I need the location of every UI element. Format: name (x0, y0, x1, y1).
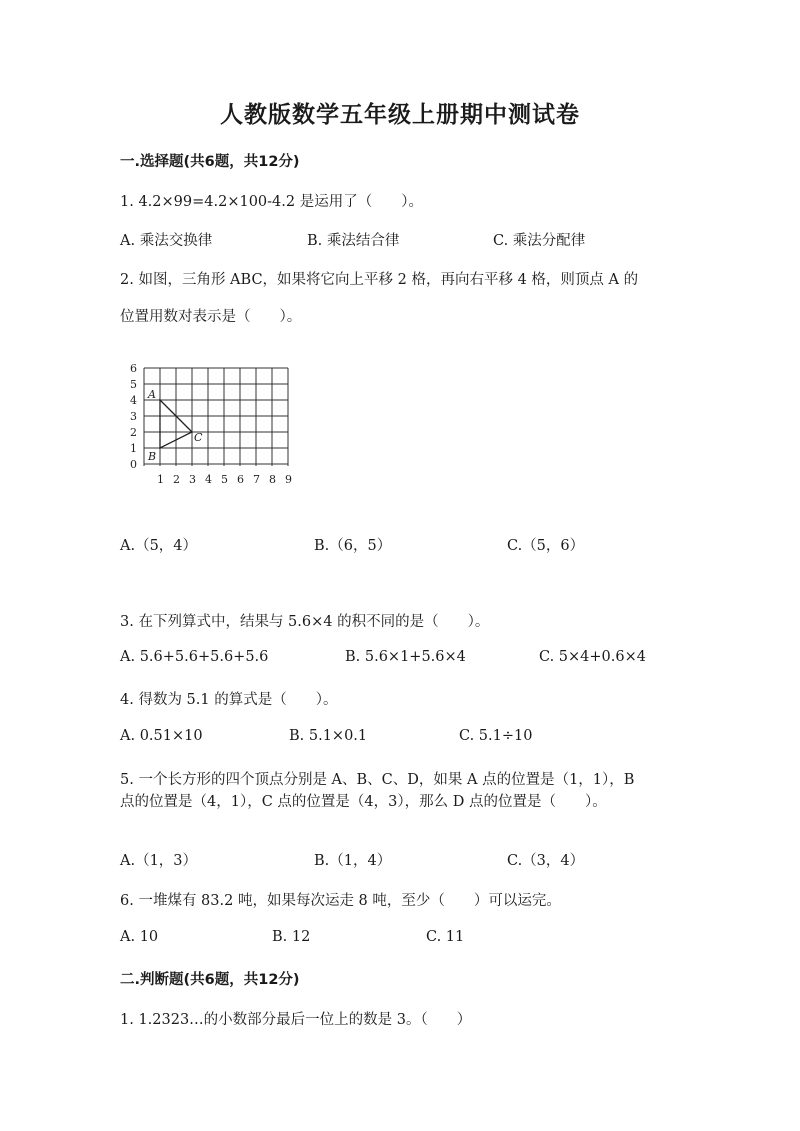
q5-option-b[interactable]: B.（1，4） (314, 853, 392, 869)
q2-option-c[interactable]: C.（5，6） (507, 538, 585, 554)
page-title: 人教版数学五年级上册期中测试卷 (220, 101, 580, 128)
question-2-line1: 2. 如图，三角形 ABC，如果将它向上平移 2 格，再向右平移 4 格，则顶点 A 的 (120, 272, 639, 288)
q3-option-b[interactable]: B. 5.6×1+5.6×4 (345, 649, 466, 665)
section-heading-choice: 一.选择题(共6题，共12分) (120, 154, 300, 170)
y-tick-2: 2 (130, 426, 137, 439)
y-tick-5: 5 (130, 378, 137, 391)
q1-option-a[interactable]: A. 乘法交换律 (120, 233, 213, 249)
point-label-b: B (148, 450, 157, 463)
grid-lines (144, 368, 288, 466)
x-tick-8: 8 (269, 473, 276, 486)
y-tick-3: 3 (130, 410, 137, 423)
x-tick-2: 2 (173, 473, 180, 486)
x-tick-6: 6 (237, 473, 244, 486)
x-tick-7: 7 (253, 473, 260, 486)
q6-option-a[interactable]: A. 10 (120, 929, 159, 945)
question-4: 4. 得数为 5.1 的算式是（ ）。 (120, 692, 338, 708)
question-5-line1: 5. 一个长方形的四个顶点分别是 A、B、C、D，如果 A 点的位置是（1，1），B (120, 772, 635, 788)
y-tick-1: 1 (130, 442, 137, 455)
q4-option-a[interactable]: A. 0.51×10 (120, 728, 203, 744)
judgment-question-1: 1. 1.2323…的小数部分最后一位上的数是 3。（ ） (120, 1012, 472, 1028)
q3-option-a[interactable]: A. 5.6+5.6+5.6+5.6 (120, 649, 269, 665)
coordinate-grid-figure (128, 362, 308, 492)
q2-option-b[interactable]: B.（6，5） (314, 538, 392, 554)
q1-option-b[interactable]: B. 乘法结合律 (307, 233, 400, 249)
point-label-a: A (148, 388, 156, 401)
q1-option-c[interactable]: C. 乘法分配律 (493, 233, 586, 249)
q5-option-a[interactable]: A.（1，3） (120, 853, 198, 869)
question-5-line2: 点的位置是（4，1），C 点的位置是（4，3），那么 D 点的位置是（ ）。 (120, 794, 607, 810)
q4-option-c[interactable]: C. 5.1÷10 (459, 728, 533, 744)
q6-option-c[interactable]: C. 11 (426, 929, 465, 945)
question-6: 6. 一堆煤有 83.2 吨，如果每次运走 8 吨，至少（ ）可以运完。 (120, 893, 561, 909)
x-tick-3: 3 (189, 473, 196, 486)
q5-option-c[interactable]: C.（3，4） (507, 853, 585, 869)
x-tick-5: 5 (221, 473, 228, 486)
q3-option-c[interactable]: C. 5×4+0.6×4 (539, 649, 646, 665)
question-3: 3. 在下列算式中，结果与 5.6×4 的积不同的是（ ）。 (120, 614, 490, 630)
point-label-c: C (194, 431, 203, 444)
section-heading-judgment: 二.判断题(共6题，共12分) (120, 972, 300, 988)
question-2-line2: 位置用数对表示是（ ）。 (120, 309, 302, 325)
q2-option-a[interactable]: A.（5，4） (120, 538, 198, 554)
y-tick-0: 0 (130, 458, 137, 471)
q4-option-b[interactable]: B. 5.1×0.1 (289, 728, 368, 744)
x-tick-4: 4 (205, 473, 212, 486)
x-tick-9: 9 (285, 473, 292, 486)
question-1: 1. 4.2×99=4.2×100-4.2 是运用了（ ）。 (120, 194, 423, 210)
q6-option-b[interactable]: B. 12 (272, 929, 311, 945)
x-tick-1: 1 (157, 473, 164, 486)
y-tick-4: 4 (130, 394, 137, 407)
y-tick-6: 6 (130, 362, 137, 375)
